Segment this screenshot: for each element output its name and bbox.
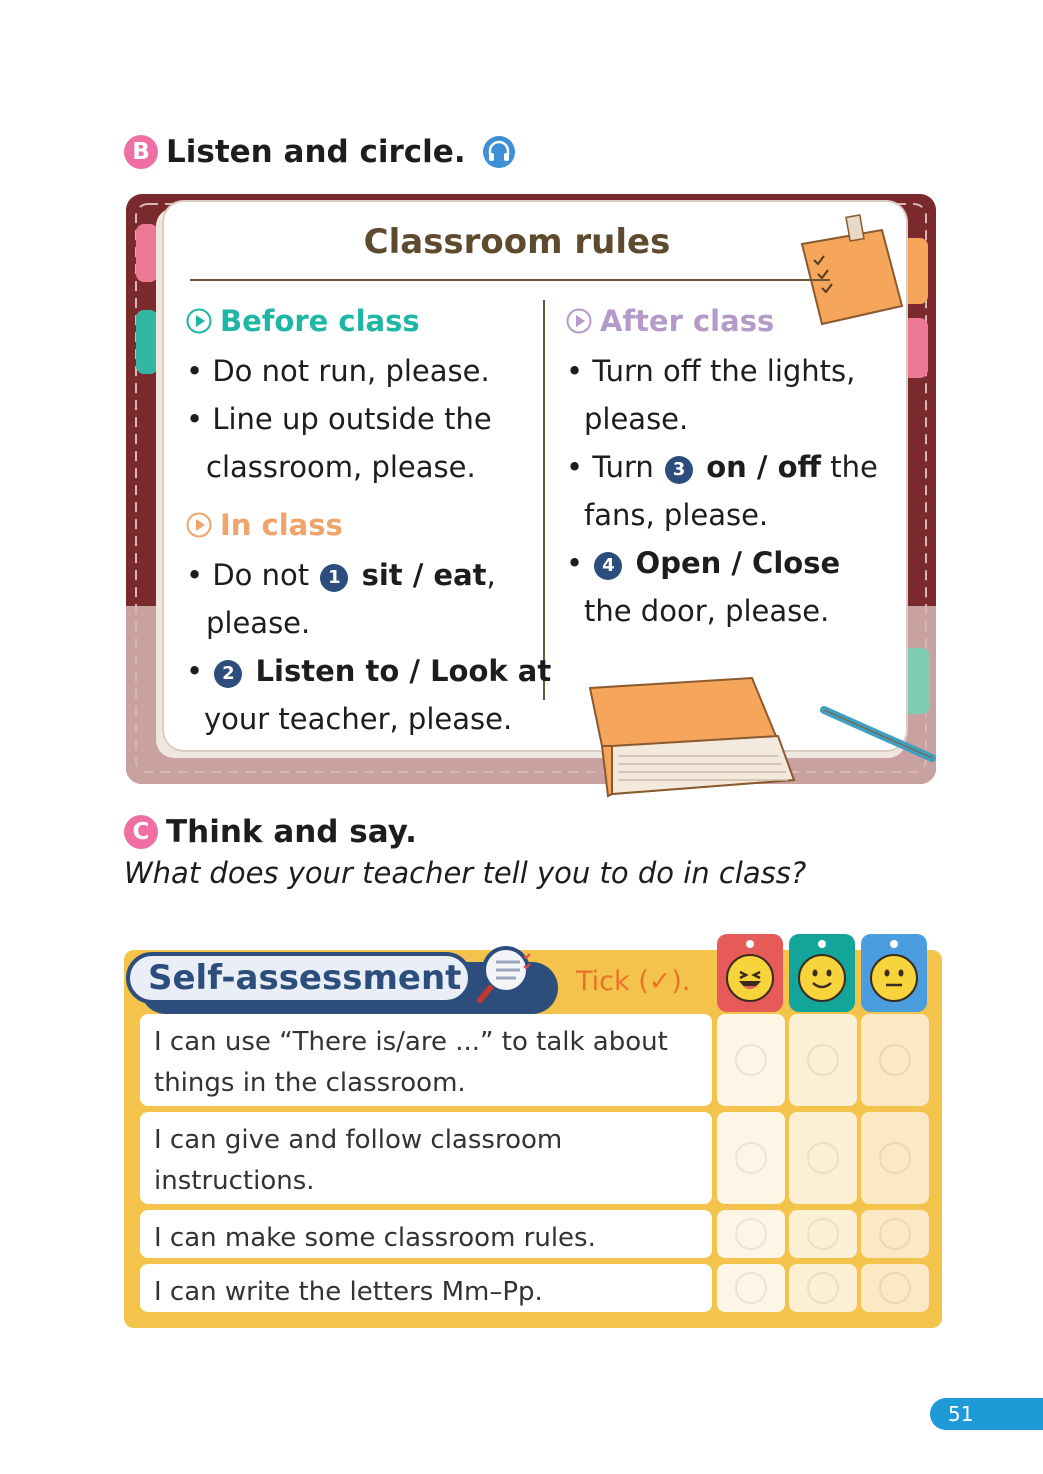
happy-face-icon [798,954,846,1002]
rule-after-2: • Turn 3 on / off the [566,450,878,484]
tick-cell[interactable] [861,1264,929,1312]
before-class-heading [186,304,420,338]
rule-before-1: • Do not run, please. [186,354,490,388]
rule-after-1-cont: please. [584,402,689,436]
folder-tab-teal [136,310,158,374]
tick-cell[interactable] [861,1210,929,1258]
rule-after-3: • 4 Open / Close [566,546,841,580]
choice-open-close[interactable]: Open / Close [635,546,841,580]
face-column-happy [789,934,855,1012]
tick-cell[interactable] [789,1112,857,1204]
rule-in-1-cont: please. [206,606,311,640]
section-c-title: Think and say. [166,814,417,850]
tick-instruction: Tick (✓). [576,966,691,997]
tick-cell[interactable] [789,1014,857,1106]
number-4-badge: 4 [594,552,622,580]
rule-in-2-cont: your teacher, please. [204,702,513,736]
rule-before-2: • Line up outside the [186,402,492,436]
number-2-badge: 2 [214,660,242,688]
rule-in-1: • Do not 1 sit / eat, [186,558,496,592]
tick-cell[interactable] [717,1014,785,1106]
tick-cell[interactable] [717,1264,785,1312]
title-divider [190,279,830,281]
self-assessment-title: Self-assessment [126,952,472,1004]
section-c-badge: C [124,815,158,849]
play-icon[interactable] [566,308,592,334]
face-column-very-happy [717,934,783,1012]
rule-in-2: • 2 Listen to / Look at [186,654,552,688]
headphones-icon[interactable] [482,135,516,169]
rule-after-2-cont: fans, please. [584,498,769,532]
rule-after-1: • Turn off the lights, [566,354,856,388]
book-illustration [588,676,938,800]
tick-cell[interactable] [717,1112,785,1204]
very-happy-face-icon [726,954,774,1002]
in-class-label: In class [220,508,343,542]
think-and-say-question: What does your teacher tell you to do in class? [124,856,807,890]
in-class-heading [186,508,343,542]
play-icon[interactable] [186,308,212,334]
column-divider [543,300,545,700]
tick-cell[interactable] [861,1014,929,1106]
section-c-header [124,814,417,850]
pencil-icon [824,710,932,758]
section-b-badge: B [124,135,158,169]
choice-listen-look[interactable]: Listen to / Look at [255,654,552,688]
before-class-label: Before class [220,304,420,338]
rule-before-2-cont: classroom, please. [206,450,476,484]
tick-cell[interactable] [789,1210,857,1258]
section-b-title: Listen and circle. [166,134,466,170]
choice-on-off[interactable]: on / off [706,450,822,484]
assessment-row-4: I can write the letters Mm–Pp. [140,1264,712,1312]
number-3-badge: 3 [665,456,693,484]
choice-sit-eat[interactable]: sit / eat [361,558,487,592]
page-number: 51 [930,1398,1043,1430]
magnifier-checklist-icon [476,942,542,1006]
assessment-row-2: I can give and follow classroom instructions. [140,1112,712,1204]
number-1-badge: 1 [320,564,348,592]
tick-cell[interactable] [789,1264,857,1312]
face-column-neutral [861,934,927,1012]
tick-cell[interactable] [861,1112,929,1204]
tick-cell[interactable] [717,1210,785,1258]
neutral-face-icon [870,954,918,1002]
folder-tab-pink [136,224,158,282]
assessment-row-1: I can use “There is/are ...” to talk about things in the classroom. [140,1014,712,1106]
rule-after-3-cont: the door, please. [584,594,830,628]
after-class-label: After class [600,304,775,338]
after-class-heading [566,304,774,338]
play-icon[interactable] [186,512,212,538]
classroom-rules-title: Classroom rules [363,222,671,262]
section-b-header [124,134,516,170]
assessment-row-3: I can make some classroom rules. [140,1210,712,1258]
